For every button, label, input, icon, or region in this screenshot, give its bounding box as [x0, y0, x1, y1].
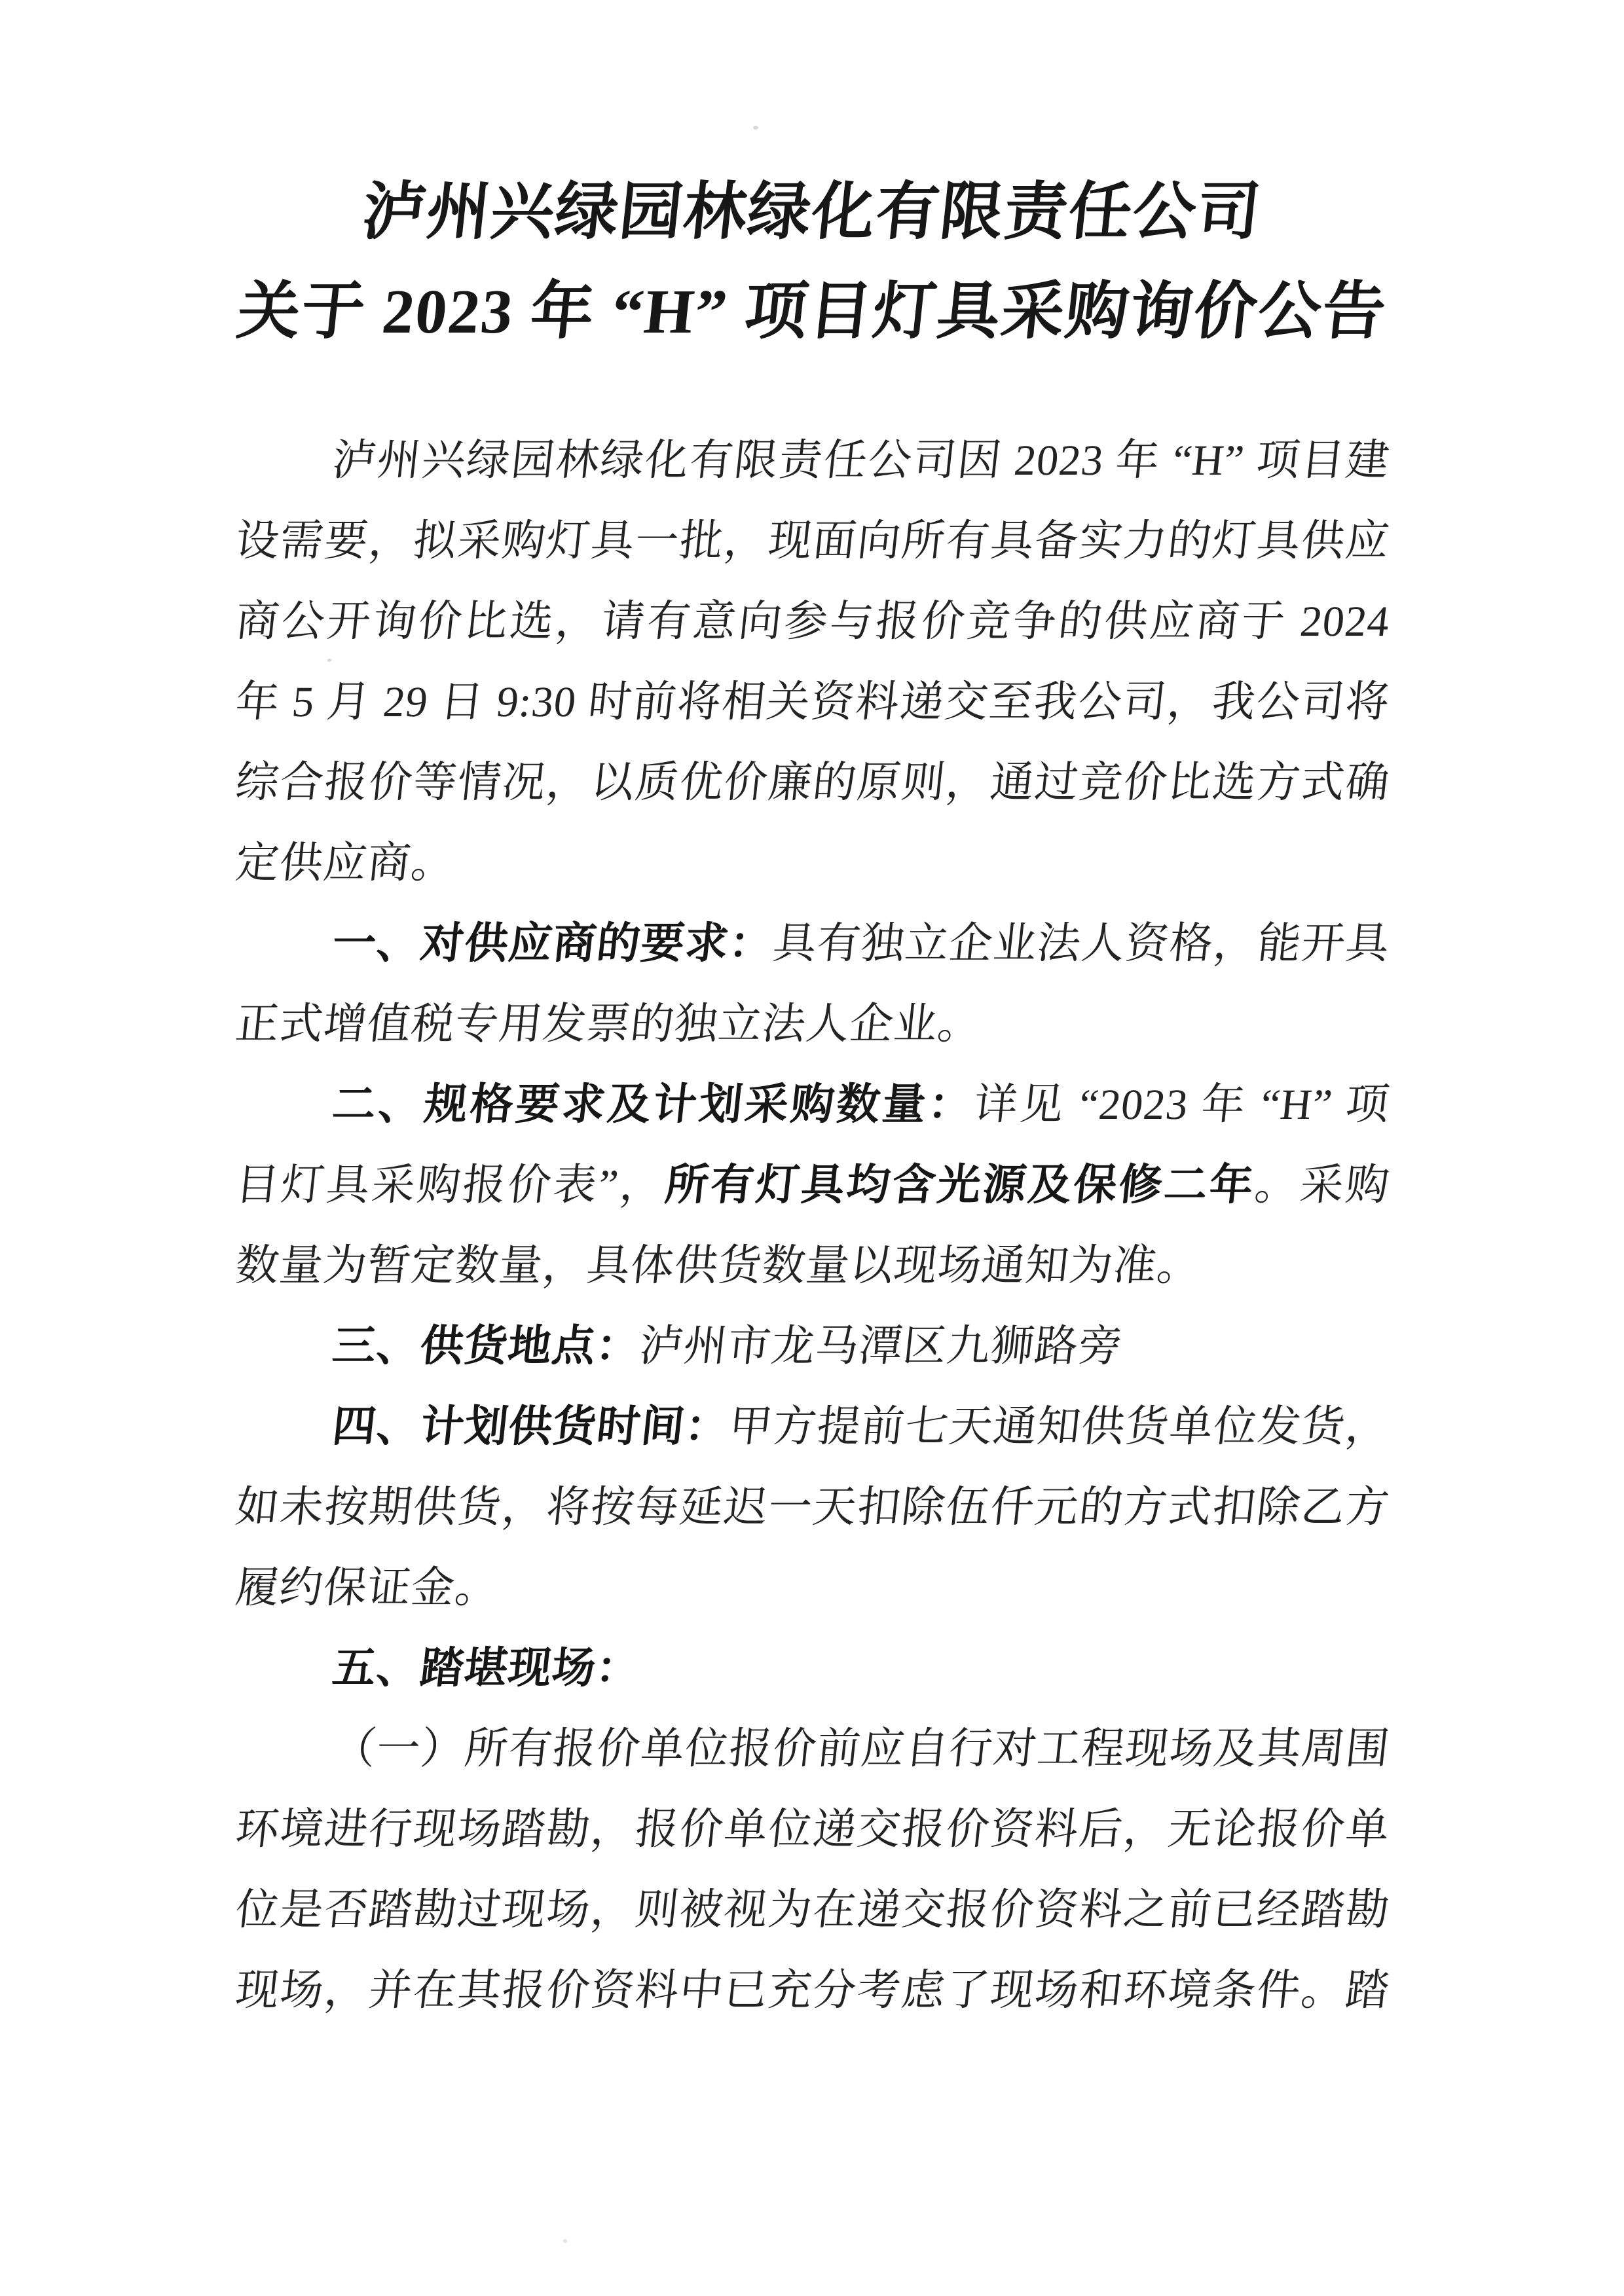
text-run: 定供应商。 [233, 839, 458, 887]
text-run: 详见 “2023 年 “H” 项 [971, 1081, 1392, 1129]
document-line [232, 1789, 1394, 1870]
document-line [232, 1628, 1394, 1709]
bold-text-run: 三、供货地点： [330, 1322, 642, 1370]
bold-text-run: 五、踏堪现场： [330, 1645, 642, 1692]
text-run: 现场，并在其报价资料中已充分考虑了现场和环境条件。踏 [233, 1967, 1392, 2014]
document-line [232, 984, 1394, 1065]
document-line [232, 420, 1394, 501]
text-run: 如未按期供货，将按每延迟一天扣除伍仟元的方式扣除乙方 [233, 1484, 1392, 1531]
text-run: 泸州兴绿园林绿化有限责任公司因 2023 年 “H” 项目建 [330, 437, 1392, 484]
bold-text-run: 所有灯具均含光源及保修二年 [663, 1161, 1258, 1209]
scan-speck [753, 126, 758, 130]
document-line [232, 742, 1394, 823]
document-title [0, 162, 1624, 361]
bold-text-run: 四、计划供货时间： [330, 1403, 732, 1451]
document-line [232, 581, 1394, 662]
document-line [232, 501, 1394, 581]
text-run: 数量为暂定数量，具体供货数量以现场通知为准。 [233, 1242, 1204, 1290]
document-line [232, 1548, 1394, 1628]
scan-speck [563, 2239, 567, 2243]
text-run: 履约保证金。 [233, 1564, 502, 1612]
title-line-1: 泸州兴绿园林绿化有限责任公司 [359, 177, 1265, 247]
bold-text-run: 二、规格要求及计划采购数量： [330, 1081, 977, 1129]
bold-text-run: 一、对供应商的要求： [330, 920, 776, 968]
text-run: 。采购 [1252, 1161, 1392, 1209]
text-run: 正式增值税专用发票的独立法人企业。 [233, 1000, 984, 1048]
text-run: 位是否踏勘过现场，则被视为在递交报价资料之前已经踏勘 [233, 1886, 1392, 1934]
document-line [232, 1950, 1394, 2031]
document-line [232, 823, 1394, 903]
document-body [233, 420, 1392, 2031]
text-run: 具有独立企业法人资格，能开具 [770, 920, 1392, 968]
text-run: 综合报价等情况，以质优价廉的原则，通过竞价比选方式确 [233, 759, 1392, 807]
text-run: 甲方提前七天通知供货单位发货， [726, 1403, 1392, 1451]
text-run: 泸州市龙马潭区九狮路旁 [637, 1322, 1125, 1370]
document-line [232, 1226, 1394, 1306]
document-line [232, 662, 1394, 742]
text-run: 年 5 月 29 日 9:30 时前将相关资料递交至我公司，我公司将 [233, 678, 1392, 726]
document-line [232, 1870, 1394, 1950]
document-line [232, 1065, 1394, 1145]
text-run: 环境进行现场踏勘，报价单位递交报价资料后，无论报价单 [233, 1806, 1392, 1853]
document-line [232, 1387, 1394, 1467]
title-line-2: 关于 2023 年 “H” 项目灯具采购询价公告 [234, 276, 1391, 346]
document-line [232, 1145, 1394, 1226]
document-line [232, 1306, 1394, 1387]
document-line [232, 1467, 1394, 1548]
document-line [232, 1709, 1394, 1789]
text-run: （一）所有报价单位报价前应自行对工程现场及其周围 [330, 1725, 1392, 1773]
text-run: 商公开询价比选，请有意向参与报价竞争的供应商于 2024 [233, 598, 1392, 646]
text-run: 设需要，拟采购灯具一批，现面向所有具备实力的灯具供应 [233, 517, 1392, 565]
document-line [232, 903, 1394, 984]
text-run: 目灯具采购报价表”， [233, 1161, 668, 1209]
